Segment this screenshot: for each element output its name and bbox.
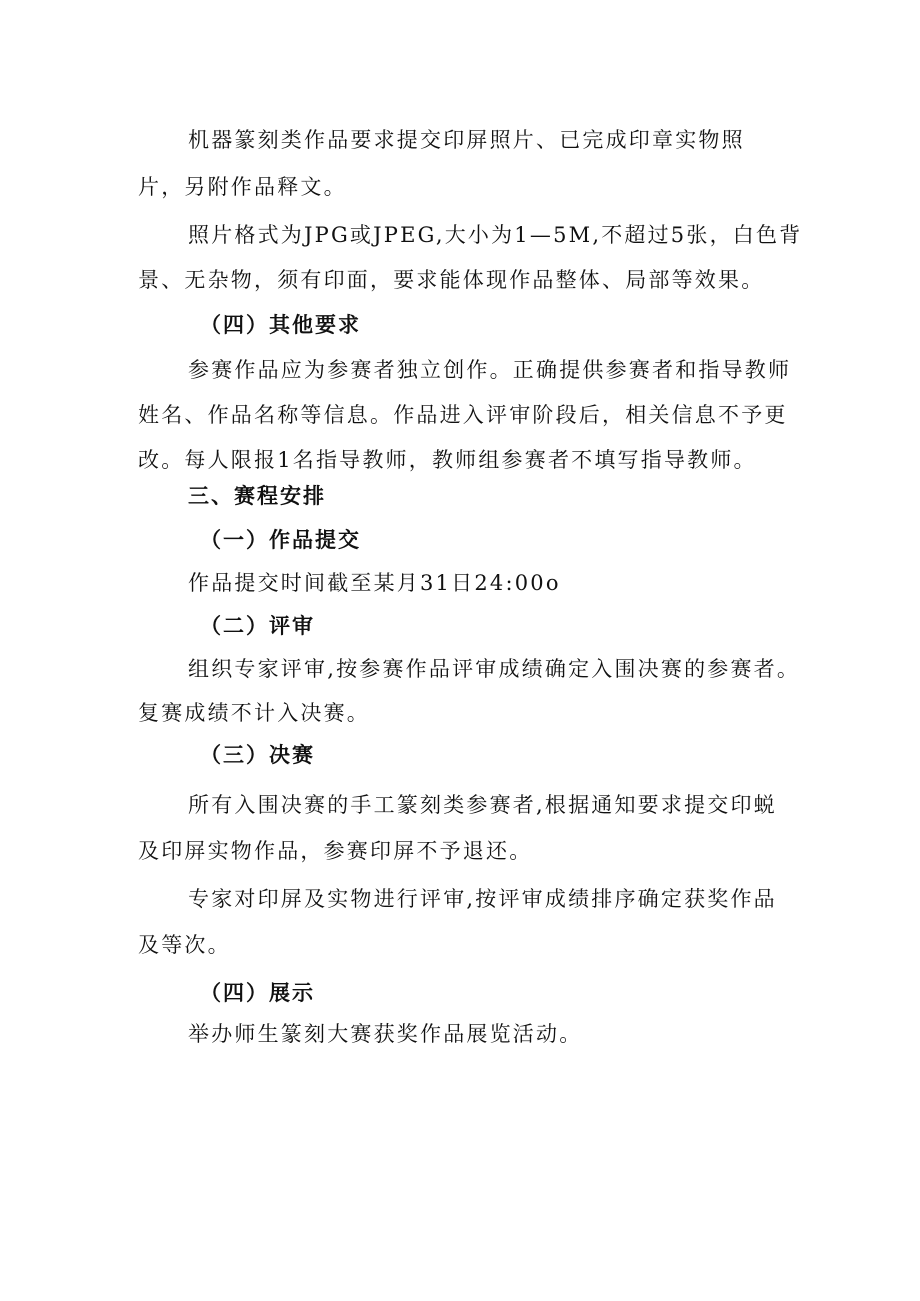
body-text-line: 及等次。 xyxy=(138,933,231,957)
body-text-line: 复赛成绩不计入决赛。 xyxy=(138,701,370,725)
body-text-line: 参赛作品应为参赛者独立创作。正确提供参赛者和指导教师 xyxy=(188,358,792,382)
section-heading: （二）评审 xyxy=(200,614,315,638)
section-heading: （四）展示 xyxy=(200,981,315,1005)
body-text-line: 举办师生篆刻大赛获奖作品展览活动。 xyxy=(188,1022,583,1046)
body-text-line: 所有入围决赛的手工篆刻类参赛者,根据通知要求提交印蜕 xyxy=(188,793,777,817)
body-text-line: 及印屏实物作品，参赛印屏不予退还。 xyxy=(138,839,533,863)
section-heading: （三）决赛 xyxy=(200,743,315,767)
body-text-line: 照片格式为JPG或JPEG,大小为1—5M,不超过5张，白色背 xyxy=(188,223,803,247)
section-heading: （四）其他要求 xyxy=(200,313,361,337)
body-text-line: 景、无杂物，须有印面，要求能体现作品整体、局部等效果。 xyxy=(138,268,765,292)
section-heading: （一）作品提交 xyxy=(200,528,361,552)
body-text-line: 姓名、作品名称等信息。作品进入评审阶段后，相关信息不予更 xyxy=(138,403,788,427)
body-text-line: 机器篆刻类作品要求提交印屏照片、已完成印章实物照 xyxy=(188,128,745,152)
body-text-line: 专家对印屏及实物进行评审,按评审成绩排序确定获奖作品 xyxy=(188,887,777,911)
body-text-line: 片，另附作品释文。 xyxy=(138,175,347,199)
body-text-line: 组织专家评审,按参赛作品评审成绩确定入围决赛的参赛者。 xyxy=(188,657,801,681)
chapter-heading: 三、赛程安排 xyxy=(188,484,326,508)
body-text-line: 作品提交时间截至某月31日24:00o xyxy=(188,571,561,595)
body-text-line: 改。每人限报1名指导教师，教师组参赛者不填写指导教师。 xyxy=(138,448,757,472)
